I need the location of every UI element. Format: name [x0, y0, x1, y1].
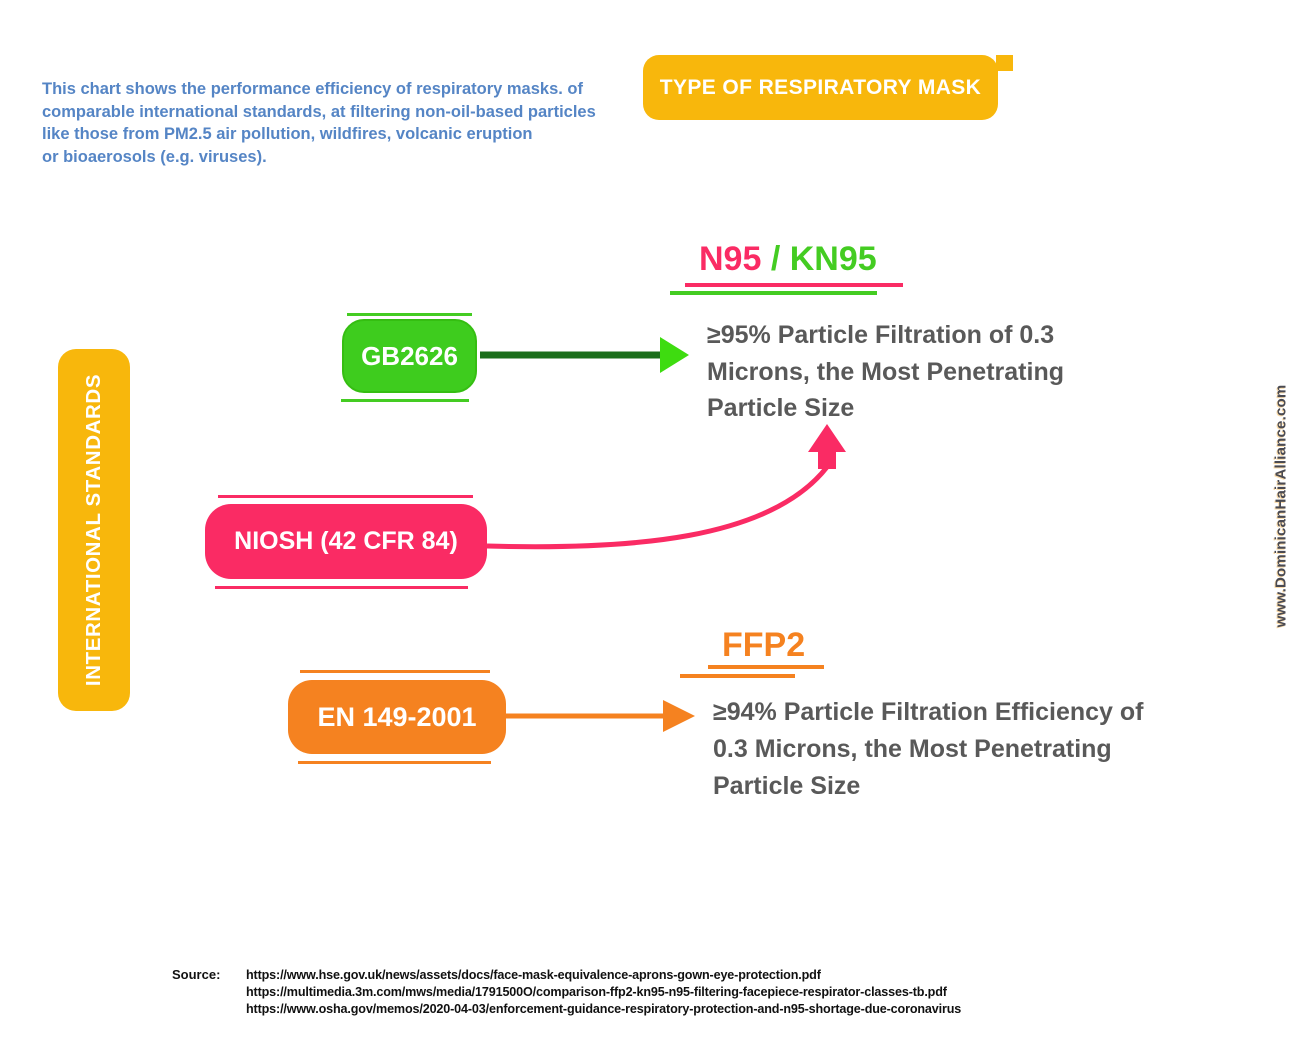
- watermark-text: www.DominicanHairAlliance.com: [1272, 384, 1290, 628]
- n95-underline-green: [670, 291, 877, 295]
- ffp2-underline-2: [680, 674, 795, 678]
- kn95-label: KN95: [789, 240, 877, 278]
- n95-kn95-title: [699, 240, 877, 279]
- source-url: https://multimedia.3m.com/mws/media/1791500O/comparison-ffp2-kn95-n95-filtering-facepiece-respirator-classes-tb.pdf: [246, 984, 947, 999]
- description-line: 0.3 Microns, the Most Penetrating: [713, 735, 1112, 763]
- n95-label: N95: [699, 240, 762, 278]
- intro-line: or bioaerosols (e.g. viruses).: [42, 147, 267, 166]
- arrow-curve: [487, 467, 827, 547]
- niosh-accent-line-top: [218, 495, 473, 498]
- international-standards-label: INTERNATIONAL STANDARDS: [82, 373, 105, 687]
- en149-accent-line-bottom: [298, 761, 491, 764]
- ffp2-title: FFP2: [722, 626, 806, 664]
- source-url-list: [246, 967, 961, 1017]
- gb2626-label: GB2626: [361, 340, 458, 371]
- en149-accent-line-top: [300, 670, 490, 673]
- intro-line: comparable international standards, at filtering non-oil-based particles: [42, 102, 596, 121]
- source-label: Source:: [172, 967, 221, 982]
- intro-line: like those from PM2.5 air pollution, wildfires, volcanic eruption: [42, 125, 533, 143]
- niosh-label: NIOSH (42 CFR 84): [234, 527, 458, 555]
- description-line: Microns, the Most Penetrating: [707, 357, 1064, 386]
- type-of-mask-label: TYPE OF RESPIRATORY MASK: [659, 75, 982, 99]
- description-line: ≥95% Particle Filtration of 0.3: [707, 321, 1055, 349]
- niosh-curved-arrow: [480, 418, 855, 553]
- en149-arrow: [504, 696, 699, 736]
- source-url: https://www.hse.gov.uk/news/assets/docs/face-mask-equivalence-aprons-gown-eye-protection.pdf: [246, 968, 821, 982]
- arrow-head-icon: [660, 337, 689, 373]
- intro-text: [42, 78, 596, 168]
- n95-description: [707, 317, 1064, 427]
- en149-label: EN 149-2001: [317, 701, 477, 732]
- arrow-head-up-icon: [808, 424, 846, 469]
- description-line: Particle Size: [707, 394, 855, 422]
- arrow-head-icon: [663, 700, 695, 732]
- type-of-mask-banner: [643, 55, 998, 120]
- gb2626-box: [342, 319, 477, 393]
- gb2626-arrow: [477, 333, 692, 377]
- ffp2-underline-1: [708, 665, 824, 669]
- niosh-accent-line-bottom: [215, 586, 468, 589]
- description-line: Particle Size: [713, 772, 861, 800]
- gb2626-accent-line-bottom: [341, 399, 469, 402]
- international-standards-banner: [58, 349, 130, 711]
- n95-underline-pink: [685, 283, 903, 287]
- ffp2-description: [713, 694, 1144, 805]
- type-banner-notch: [996, 55, 1013, 71]
- description-line: ≥94% Particle Filtration Efficiency of: [713, 698, 1144, 726]
- gb2626-accent-line-top: [347, 313, 472, 316]
- source-url: https://www.osha.gov/memos/2020-04-03/enforcement-guidance-respiratory-protection-and-n95-shortage-due-coronavirus: [246, 1001, 962, 1016]
- intro-line: This chart shows the performance efficiency of respiratory masks. of: [42, 80, 584, 98]
- slash-separator: /: [761, 240, 790, 278]
- niosh-box: [205, 504, 487, 579]
- en149-box: [288, 680, 506, 754]
